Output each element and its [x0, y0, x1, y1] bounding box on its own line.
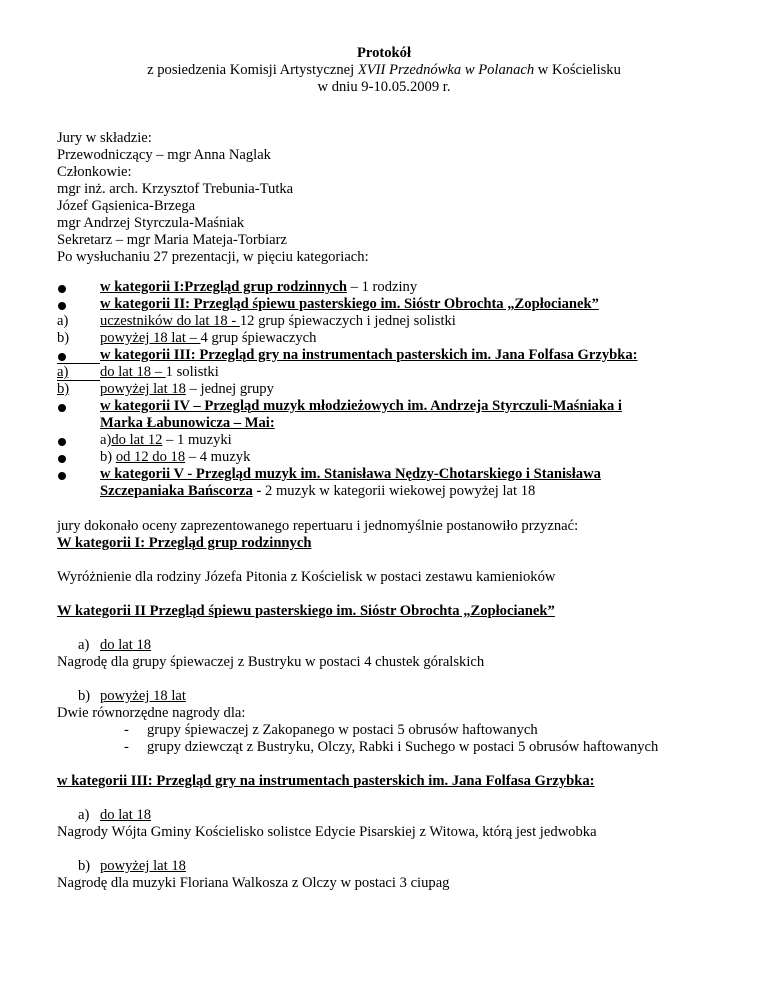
sub-a-count: – 1 muzyki [162, 432, 232, 448]
sub-b-count: – jednej grupy [185, 381, 274, 397]
category-3-title: w kategorii III: Przegląd gry na instrumentach pasterskich im. Jana Folfasa Grzybka: [100, 347, 638, 363]
category-2-sub-a [100, 313, 456, 330]
award-k2-b-label: powyżej 18 lat [100, 688, 186, 704]
jury-intro: Jury w składzie: [57, 130, 152, 146]
category-1-title: w kategorii I:Przegląd grup rodzinnych [100, 279, 348, 295]
list-dash: - [124, 722, 129, 738]
category-5-title: w kategorii V - Przegląd muzyk im. Stanisława Nędzy-Chotarskiego i Stanisława [100, 466, 601, 482]
sub-b-count: 4 grup śpiewaczych [200, 330, 317, 346]
bullet-icon [58, 472, 66, 480]
sub-b-count: – 4 muzyk [185, 449, 251, 465]
list-marker: a) [57, 364, 69, 380]
award-k1-heading: W kategorii I: Przegląd grup rodzinnych [57, 535, 312, 551]
jury-secretary: Sekretarz – mgr Maria Mateja-Torbiarz [57, 232, 287, 248]
category-4-title: w kategorii IV – Przegląd muzyk młodzieżowych im. Andrzeja Styrczuli-Maśniaka i [100, 398, 622, 414]
category-4-sub-b [100, 449, 250, 466]
category-4-title-cont: Marka Łabunowicza – Mai: [100, 415, 275, 431]
document-date: w dniu 9-10.05.2009 r. [317, 79, 451, 95]
sub-b-label: powyżej 18 lat – [100, 330, 201, 346]
list-marker: a) [78, 637, 90, 653]
subtitle-location: w Kościelisku [534, 62, 621, 78]
bullet-icon [58, 353, 66, 361]
category-5-dash: - [252, 483, 262, 499]
award-k2-a-text: Nagrodę dla grupy śpiewaczej z Bustryku w postaci 4 chustek góralskich [57, 654, 485, 670]
award-k2-heading: W kategorii II Przegląd śpiewu pasterskiego im. Sióstr Obrochta „Zopłocianek” [57, 603, 555, 619]
list-marker: b) [57, 330, 70, 346]
sub-a-label: do lat 18 – [100, 364, 166, 380]
jury-member: Józef Gąsienica-Brzega [57, 198, 196, 214]
jury-chair: Przewodniczący – mgr Anna Naglak [57, 147, 271, 163]
sub-b-label: od 12 do 18 [115, 449, 186, 465]
category-3-sub-b [100, 381, 274, 398]
presentations-summary: Po wysłuchaniu 27 prezentacji, w pięciu kategoriach: [57, 249, 369, 265]
category-2-sub-b [100, 330, 316, 347]
bullet-icon [58, 302, 66, 310]
list-marker: a) [57, 313, 69, 329]
award-k3-b-text: Nagrodę dla muzyki Floriana Walkosza z Olczy w postaci 3 ciupag [57, 875, 450, 891]
document-subtitle [0, 62, 768, 79]
underline-rule [57, 380, 100, 381]
award-k3-b-label: powyżej lat 18 [100, 858, 186, 874]
award-k2-b-text: Dwie równorzędne nagrody dla: [57, 705, 246, 721]
category-3-sub-a [100, 364, 219, 381]
sub-b-label: powyżej lat 18 [100, 381, 186, 397]
document-title: Protokół [356, 45, 412, 61]
sub-a-count: 1 solistki [165, 364, 219, 380]
category-5-count: 2 muzyk w kategorii wiekowej powyżej lat 18 [261, 483, 536, 499]
jury-members-label: Członkowie: [57, 164, 132, 180]
list-marker: b) [78, 688, 91, 704]
decision-intro: jury dokonało oceny zaprezentowanego repertuaru i jednomyślnie postanowiło przyznać: [57, 518, 579, 534]
jury-member: mgr inż. arch. Krzysztof Trebunia-Tutka [57, 181, 294, 197]
award-k2-a-label: do lat 18 [100, 637, 152, 653]
sub-a-label: do lat 12 [111, 432, 163, 448]
category-2-title: w kategorii II: Przegląd śpiewu pasterskiego im. Sióstr Obrochta „Zopłocianek” [100, 296, 599, 312]
category-1-count: – 1 rodziny [347, 279, 418, 295]
sub-a-marker: a) [100, 432, 112, 448]
award-k2-b-item: grupy dziewcząt z Bustryku, Olczy, Rabki i Suchego w postaci 5 obrusów haftowanych [147, 739, 659, 755]
sub-a-label: uczestników do lat 18 - [100, 313, 240, 329]
list-marker: b) [57, 381, 70, 397]
category-5-title-end: Szczepaniaka Bańscorza [100, 483, 253, 499]
bullet-icon [58, 404, 66, 412]
category-1-item [100, 279, 417, 296]
award-k2-b-item: grupy śpiewaczej z Zakopanego w postaci 5 obrusów haftowanych [147, 722, 538, 738]
bullet-icon [58, 285, 66, 293]
award-k3-a-label: do lat 18 [100, 807, 152, 823]
bullet-icon [58, 438, 66, 446]
sub-b-marker: b) [100, 449, 116, 465]
award-k3-heading: w kategorii III: Przegląd gry na instrumentach pasterskich im. Jana Folfasa Grzybka: [57, 773, 595, 789]
list-marker: b) [78, 858, 91, 874]
award-k3-a-text: Nagrody Wójta Gminy Kościelisko solistce Edycie Pisarskiej z Witowa, którą jest jedwobka [57, 824, 597, 840]
sub-a-count: 12 grup śpiewaczych i jednej solistki [239, 313, 456, 329]
category-4-sub-a [100, 432, 232, 449]
event-name: XVII Przednówka w Polanach [357, 62, 535, 78]
award-k1-text: Wyróżnienie dla rodziny Józefa Pitonia z Kościelisk w postaci zestawu kamienioków [57, 569, 556, 585]
subtitle-text: z posiedzenia Komisji Artystycznej [147, 62, 358, 78]
category-5-title-cont [100, 483, 535, 500]
list-marker: a) [78, 807, 90, 823]
bullet-icon [58, 455, 66, 463]
jury-member: mgr Andrzej Styrczula-Maśniak [57, 215, 245, 231]
list-dash: - [124, 739, 129, 755]
